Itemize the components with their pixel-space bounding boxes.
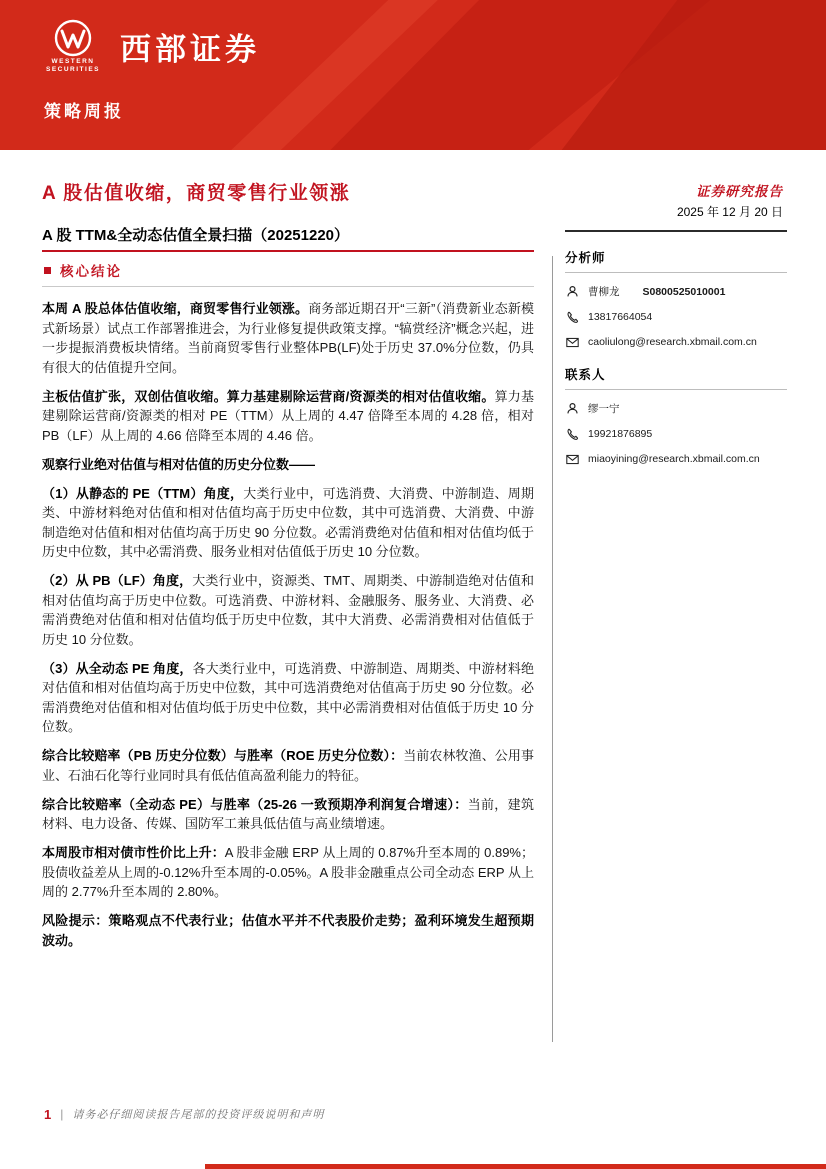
analyst-phone-row [565,310,787,324]
report-category-label: 证券研究报告 [696,184,783,199]
person-icon [565,402,579,416]
paragraph-lead: （1）从静态的 PE（TTM）角度， [42,485,244,501]
section-header [42,258,534,286]
section-title: 核心结论 [60,264,122,279]
analyst-email: caoliulong@research.xbmail.com.cn [588,336,757,348]
sidebar-divider [565,389,787,390]
paragraph-lead: 本周股市相对债市性价比上升： [42,845,225,860]
email-icon [565,335,579,349]
company-name: 西部证券 [120,31,260,67]
analyst-phone: 13817664054 [588,311,653,323]
paragraph-body: 大类行业中，资源类、TMT、周期类、中游制造绝对估值和相对估值均高于历史中位数。可选消费、中游材料、金融服务、服务业、大消费、必需消费绝对估值和相对估值均低于历史中位数，其中大消费、必需消费相对估值低于历史 10 分位数。 [42,573,534,647]
paragraph-body: 算力基建剔除运营商/资源类的相对 PE（TTM）从上周的 4.47 倍降至本周的 4.28 倍，相对 PB（LF）从上周的 4.66 倍降至本周的 4.46 倍。 [42,388,534,443]
page-number: 1 [44,1106,52,1122]
bottom-accent-bar [205,1164,826,1169]
contact-email-row [565,452,787,466]
paragraph-lead: （2）从 PB（LF）角度， [42,573,193,588]
paragraph-lead: （3）从全动态 PE 角度， [42,660,193,676]
footer-disclaimer: 请务必仔细阅读报告尾部的投资评级说明和声明 [72,1109,325,1121]
paragraph-lead: 风险提示：策略观点不代表行业；估值水平并不代表股价走势；盈利环境发生超预期波动。 [42,913,534,948]
contact-name: 缪一宁 [588,403,620,415]
paragraph-body: 大类行业中，可选消费、大消费、中游制造、周期类、中游材料绝对估值和相对估值均高于历史中位数，其中可选消费、大消费、中游制造绝对估值和相对估值均高于历史 90 分位数。必需消费绝对估值和相对估值均低于历史中位数，其中必需消费、服务业相对估值低于历史 10 分位数。 [42,485,534,559]
paragraph [42,571,534,649]
paragraph-body: 各大类行业中，可选消费、中游制造、周期类、中游材料绝对估值和相对估值均高于历史中位数，其中可选消费绝对估值高于历史 90 分位数。必需消费绝对估值和相对估值均低于历史中位数，其中必需消费相对估值低于历史 10 分位数。 [42,660,534,734]
contact-email: miaoyining@research.xbmail.com.cn [588,453,760,465]
paragraph-body: A 股非金融 ERP 从上周的 0.87%升至本周的 0.89%；股债收益差从上周的-0.12%升至本周的-0.05%。A 股非金融重点公司全动态 ERP 从上周的 2.77%升至本周的 2.80%。 [42,845,534,899]
email-icon [565,452,579,466]
company-logo [42,18,260,75]
contact-section-label: 联系人 [565,368,606,382]
paragraph [42,455,534,475]
paragraph [42,746,534,785]
bullet-icon [44,267,51,274]
page-footer [44,1106,324,1122]
paragraph-lead: 综合比较赔率（PB 历史分位数）与胜率（ROE 历史分位数）： [42,748,404,763]
paragraph [42,387,534,446]
analyst-email-row [565,335,787,349]
logo-emblem-icon [42,18,104,75]
footer-separator: | [60,1107,64,1121]
analyst-name: 曹柳龙 [588,286,620,298]
paragraph-lead: 观察行业绝对估值与相对估值的历史分位数—— [42,456,316,472]
paragraph-lead: 主板估值扩张，双创估值收缩。算力基建剔除运营商/资源类的相对估值收缩。 [42,388,495,404]
contact-name-row [565,401,787,416]
analyst-sidebar [565,230,787,466]
analyst-cert-number: S0800525010001 [642,285,726,298]
report-date: 2025 年 12 月 20 日 [676,205,783,219]
phone-icon [565,427,579,441]
main-content [42,258,534,960]
section-divider [42,286,534,287]
brand-banner [0,0,826,150]
paragraph-body: 当前农林牧渔、公用事业、石油石化等行业同时具有低估值高盈利能力的特征。 [42,748,534,783]
paragraph [42,484,534,562]
title-divider [42,250,534,252]
phone-icon [565,310,579,324]
logo-en-line2: SECURITIES [45,66,100,74]
paragraph [42,659,534,737]
paragraph [42,911,534,950]
paragraph-body: 商务部近期召开“三新”（消费新业态新模式新场景）试点工作部署推进会，为行业修复提供政策支撑。“犒赏经济”概念兴起，进一步提振消费板块情绪。当前商贸零售行业整体PB(LF)处于历史 37.0%分位数，仍具有很大的估值提升空间。 [42,301,534,375]
analyst-name-row [565,284,787,299]
person-icon [565,285,579,299]
paragraph [42,299,534,377]
sidebar-top-divider [565,230,787,232]
column-divider [552,256,553,1042]
logo-en-line1: WESTERN [51,58,95,65]
page-title: A 股估值收缩，商贸零售行业领涨 [42,183,351,204]
paragraph-body: 当前，建筑材料、电力设备、传媒、国防军工兼具低估值与高业绩增速。 [42,796,534,831]
contact-phone-row [565,427,787,441]
report-type-label: 策略周报 [44,102,124,121]
paragraph-lead: 综合比较赔率（全动态 PE）与胜率（25-26 一致预期净利润复合增速）： [42,796,468,812]
contact-phone: 19921876895 [588,428,653,440]
paragraph [42,795,534,834]
paragraph [42,843,534,902]
page-subtitle: A 股 TTM&全动态估值全景扫描（20251220） [42,227,350,244]
sidebar-divider [565,272,787,273]
analyst-section-label: 分析师 [565,251,606,265]
paragraph-lead: 本周 A 股总体估值收缩，商贸零售行业领涨。 [42,301,309,316]
